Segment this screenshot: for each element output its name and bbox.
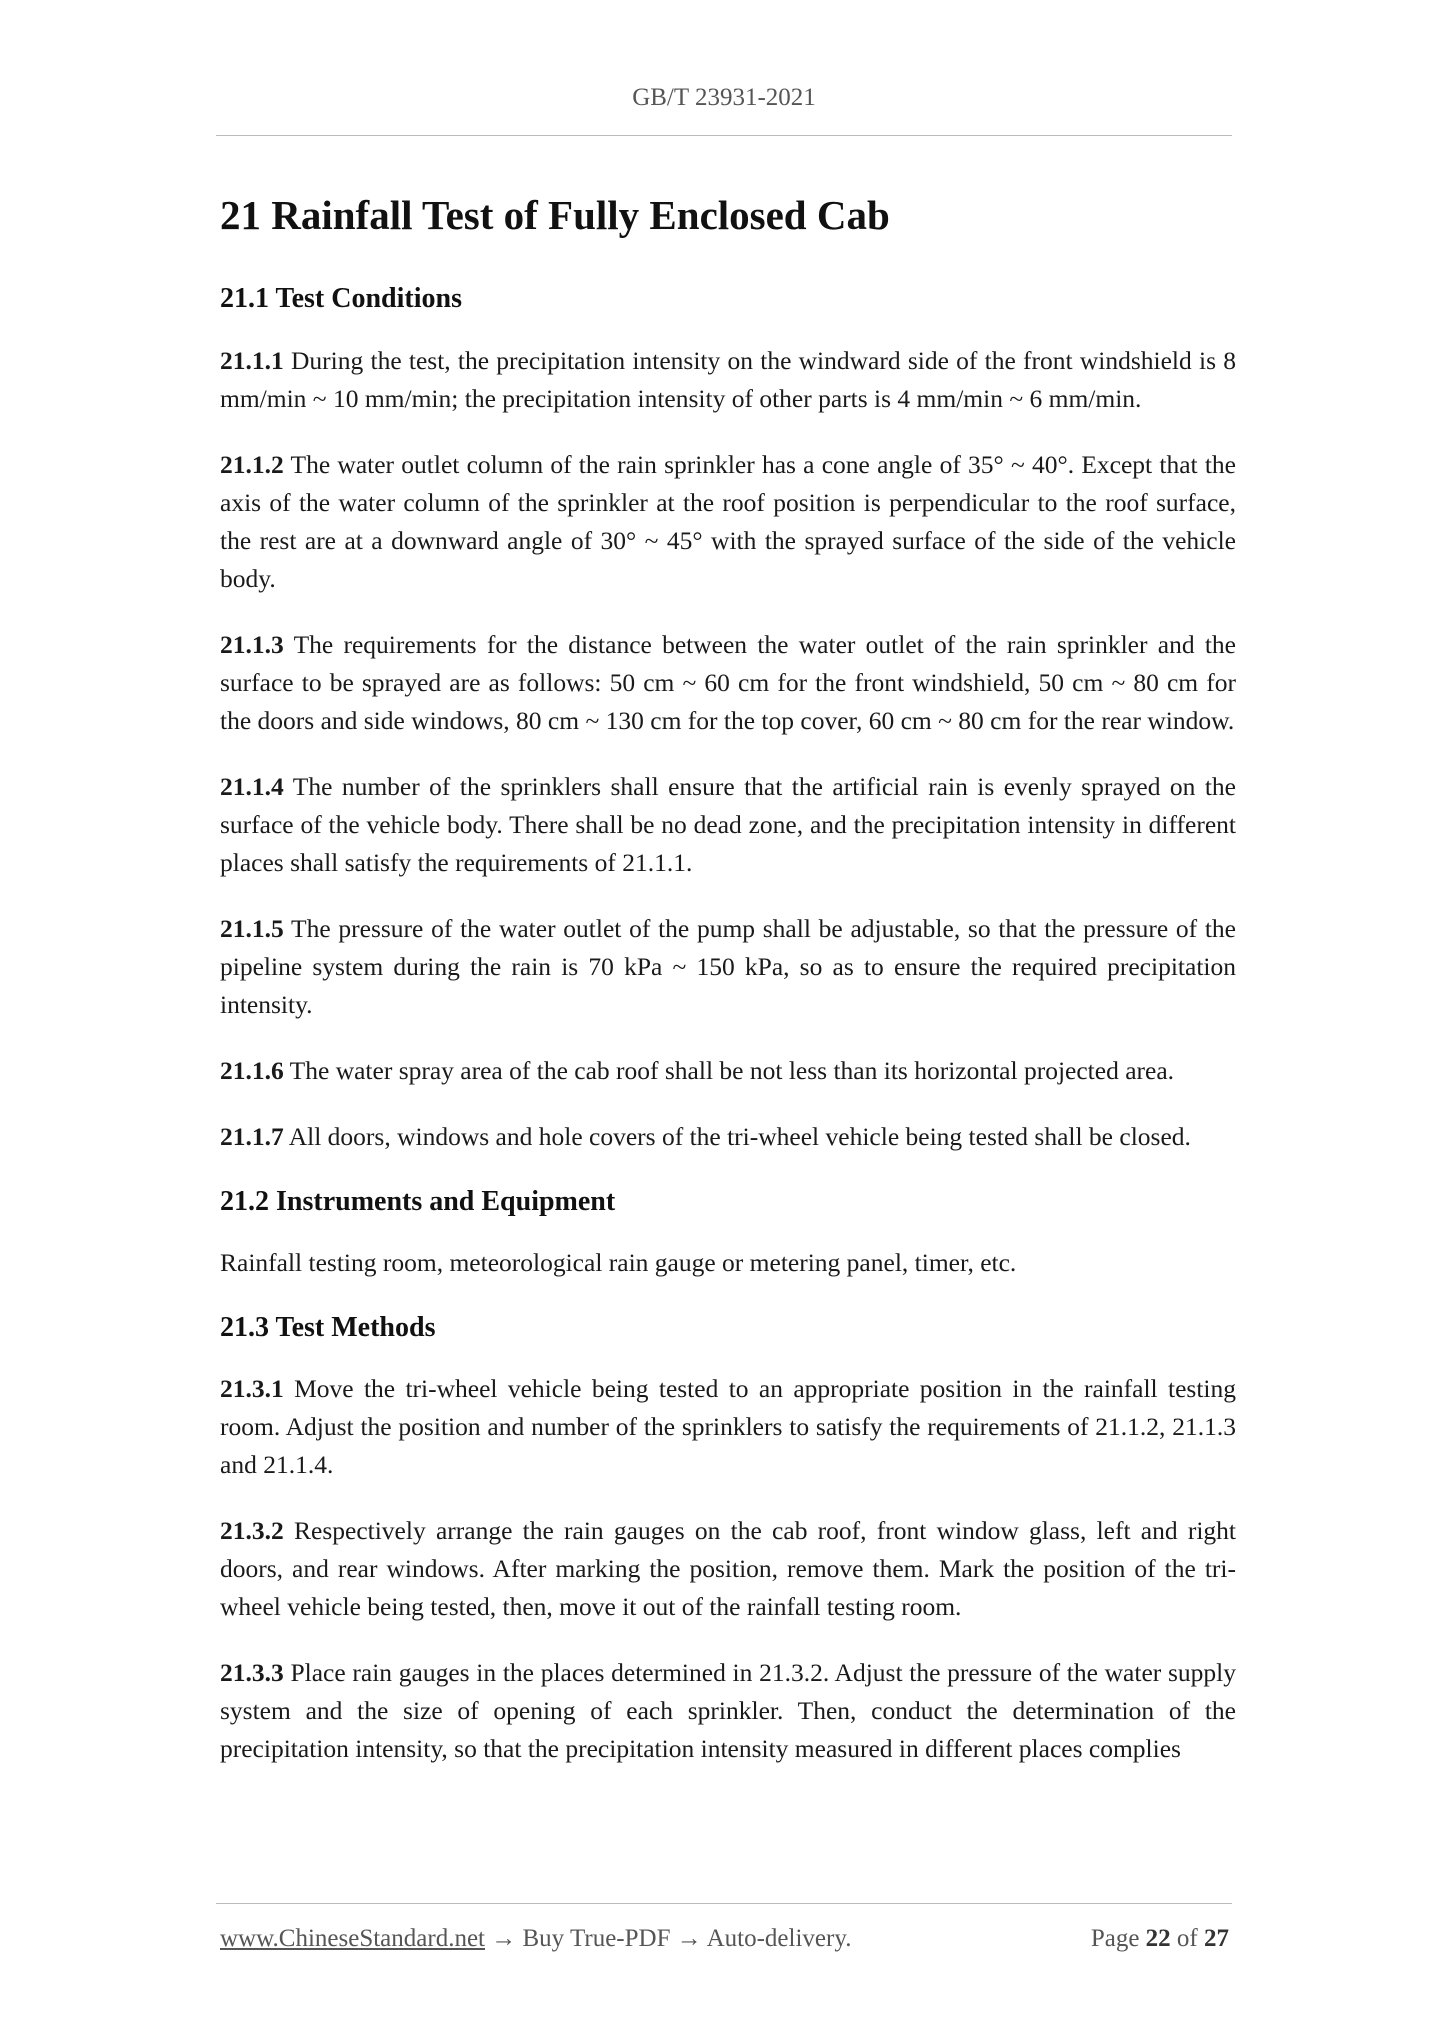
- clause-number: 21.1.6: [220, 1055, 284, 1085]
- clause-21-1-4: [220, 768, 1236, 882]
- clause-21-1-7: [220, 1118, 1236, 1156]
- clause-number: 21.3.2: [220, 1516, 284, 1546]
- clause-text: The number of the sprinklers shall ensure that the artificial rain is evenly sprayed on the surface of the vehicle body. There shall be no dead zone, and the precipitation intensity in different places shall satisfy the requirements of 21.1.1.: [220, 771, 1237, 877]
- subsection-title-21-2: 21.2 Instruments and Equipment: [220, 1185, 616, 1217]
- document-header: GB/T 23931-2021: [632, 84, 816, 111]
- clause-21-1-6: [220, 1052, 1236, 1090]
- buy-text: Buy True-PDF: [522, 1925, 671, 1952]
- delivery-text: Auto-delivery.: [706, 1925, 852, 1952]
- clause-number: 21.1.2: [220, 449, 284, 479]
- subsection-title-21-1: 21.1 Test Conditions: [220, 283, 462, 315]
- clause-text: The requirements for the distance between the water outlet of the rain sprinkler and the surface to be sprayed are as follows: 50 cm ~ 60 cm for the front windshield, 50 cm ~ 80 cm for the doors and side windows, 80 cm ~ 130 cm for the top cover, 60 cm ~ 80 cm for the rear window.: [220, 629, 1236, 735]
- page-of: of: [1176, 1925, 1198, 1952]
- clause-21-3-3: [220, 1654, 1236, 1768]
- subsection-title-21-3: 21.3 Test Methods: [220, 1312, 436, 1344]
- clause-text: Place rain gauges in the places determined in 21.3.2. Adjust the pressure of the water supply system and the size of opening of each sprinkler. Then, conduct the determination of the precipitation intensity, so that the precipitation intensity measured in different places complies: [220, 1658, 1236, 1764]
- clause-number: 21.1.7: [220, 1121, 284, 1151]
- footer-promo: [220, 1925, 851, 1953]
- arrow-right-icon: →: [491, 1925, 517, 1952]
- clause-text: The water outlet column of the rain sprinkler has a cone angle of 35° ~ 40°. Except that the axis of the water column of the sprinkler at the roof position is perpendicular to the roof surface, the rest are at a downward angle of 30° ~ 45° with the sprayed surface of the side of the vehicle body.: [220, 449, 1236, 593]
- clause-21-1-2: [220, 446, 1236, 598]
- footer-divider: [216, 1903, 1232, 1904]
- clause-number: 21.1.5: [220, 913, 284, 943]
- clause-21-1-5: [220, 910, 1236, 1024]
- section-title: 21 Rainfall Test of Fully Enclosed Cab: [220, 192, 890, 238]
- page-number: [1091, 1925, 1229, 1953]
- site-link[interactable]: www.ChineseStandard.net: [220, 1925, 485, 1952]
- clause-number: 21.1.3: [220, 629, 284, 659]
- instruments-text: Rainfall testing room, meteorological rain gauge or metering panel, timer, etc.: [220, 1248, 1017, 1278]
- clause-text: The pressure of the water outlet of the pump shall be adjustable, so that the pressure of the pipeline system during the rain is 70 kPa ~ 150 kPa, so as to ensure the required precipitation intensity.: [220, 913, 1236, 1019]
- clause-text: During the test, the precipitation intensity on the windward side of the front windshield is 8 mm/min ~ 10 mm/min; the precipitation intensity of other parts is 4 mm/min ~ 6 mm/min.: [220, 345, 1237, 413]
- clause-21-1-3: [220, 626, 1236, 740]
- clause-number: 21.1.4: [220, 771, 284, 801]
- clause-text: The water spray area of the cab roof shall be not less than its horizontal projected area.: [289, 1055, 1175, 1085]
- clause-number: 21.1.1: [220, 345, 284, 375]
- clause-number: 21.3.1: [220, 1374, 284, 1404]
- clause-21-3-2: [220, 1512, 1236, 1626]
- clause-21-3-1: [220, 1370, 1236, 1484]
- clause-number: 21.3.3: [220, 1658, 284, 1688]
- page-current: 22: [1145, 1925, 1171, 1952]
- clause-text: Move the tri-wheel vehicle being tested to an appropriate position in the rainfall testing room. Adjust the position and number of the sprinklers to satisfy the requirements of 21.1.2, 21.1.3 and 21.1.4.: [220, 1374, 1237, 1480]
- page-total: 27: [1204, 1925, 1229, 1952]
- header-divider: [216, 135, 1232, 136]
- page-label: Page: [1090, 1925, 1140, 1952]
- clause-text: All doors, windows and hole covers of the tri-wheel vehicle being tested shall be closed.: [288, 1121, 1191, 1151]
- arrow-right-icon: →: [676, 1925, 702, 1952]
- page-content: [220, 190, 1236, 1796]
- clause-text: Respectively arrange the rain gauges on the cab roof, front window glass, left and right doors, and rear windows. After marking the position, remove them. Mark the position of the tri-wheel vehicle being tested, then, move it out of the rainfall testing room.: [220, 1516, 1237, 1622]
- clause-21-1-1: [220, 342, 1236, 418]
